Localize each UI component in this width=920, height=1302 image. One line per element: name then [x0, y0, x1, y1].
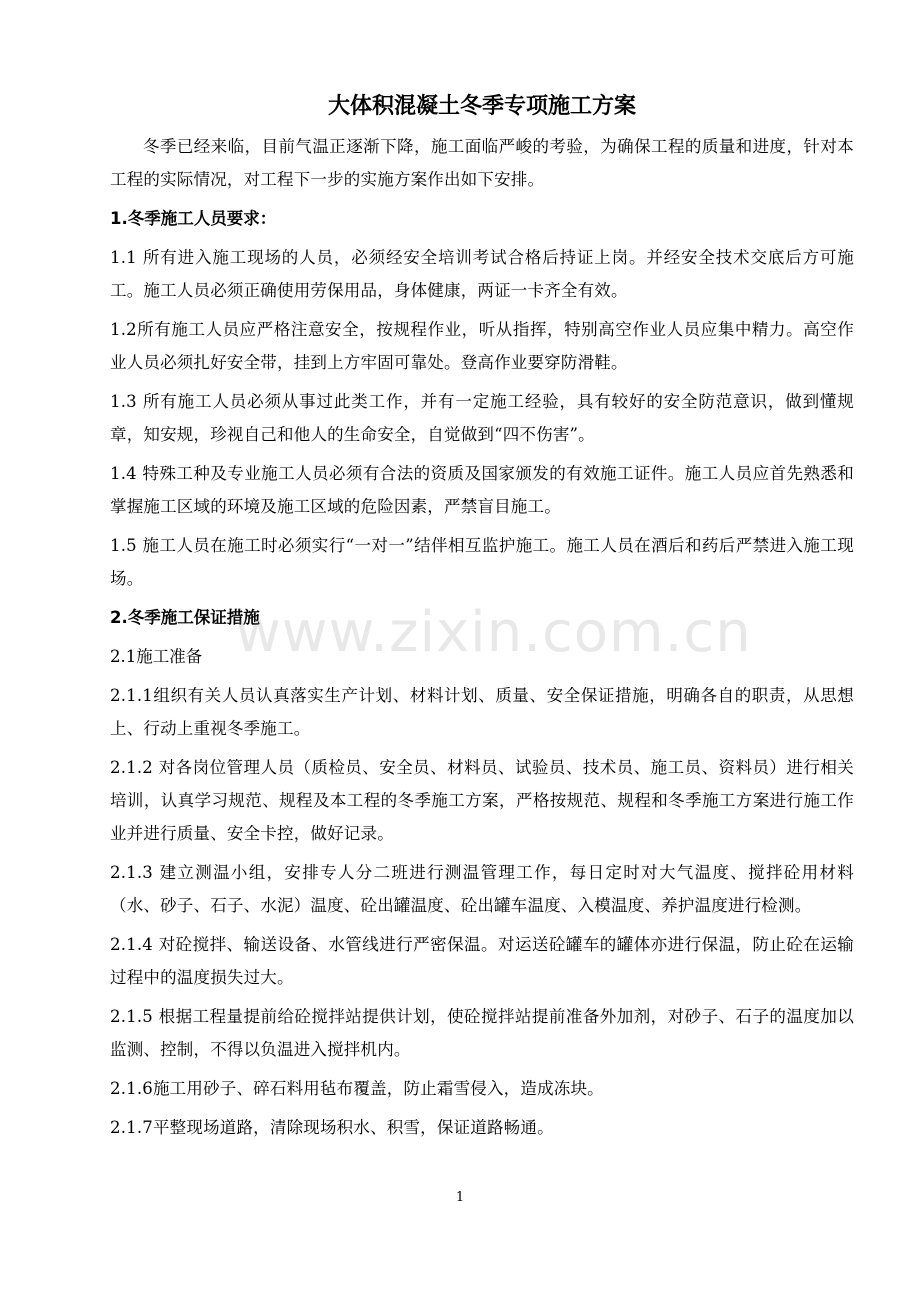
section-2-1-subheading: 2.1施工准备: [110, 647, 203, 666]
document-title: 大体积混凝土冬季专项施工方案: [327, 94, 636, 119]
intro-paragraph: 冬季已经来临，目前气温正逐渐下降，施工面临严峻的考验，为确保工程的质量和进度，针对本工程的实际情况，对工程下一步的实施方案作出如下安排。: [110, 137, 854, 189]
section-2-item-6: 2.1.6施工用砂子、碎石料用毡布覆盖，防止霜雪侵入，造成冻块。: [110, 1079, 604, 1098]
section-1-item-3: 1.3 所有施工人员必须从事过此类工作，并有一定施工经验，具有较好的安全防范意识，做到懂规章，知安规，珍视自己和他人的生命安全，自觉做到“四不伤害”。: [110, 392, 854, 444]
section-2-item-3: 2.1.3 建立测温小组，安排专人分二班进行测温管理工作，每日定时对大气温度、搅拌砼用材料（水、砂子、石子、水泥）温度、砼出罐温度、砼出罐车温度、入模温度、养护温度进行检测。: [110, 863, 854, 915]
section-2-item-7: 2.1.7平整现场道路，清除现场积水、积雪，保证道路畅通。: [110, 1118, 554, 1137]
document-page: [110, 80, 854, 1150]
section-2-item-2: 2.1.2 对各岗位管理人员（质检员、安全员、材料员、试验员、技术员、施工员、资料员）进行相关培训，认真学习规范、规程及本工程的冬季施工方案，严格按规范、规程和冬季施工方案进行施工作业并进行质量、安全卡控，做好记录。: [110, 758, 854, 843]
section-1-item-2: 1.2所有施工人员应严格注意安全，按规程作业，听从指挥，特别高空作业人员应集中精力。高空作业人员必须扎好安全带，挂到上方牢固可靠处。登高作业要穿防滑鞋。: [110, 320, 854, 372]
section-1-item-4: 1.4 特殊工种及专业施工人员必须有合法的资质及国家颁发的有效施工证件。施工人员应首先熟悉和掌握施工区域的环境及施工区域的危险因素，严禁盲目施工。: [110, 464, 854, 516]
watermark: www.zixin.com.cn: [235, 600, 752, 665]
section-2-item-5: 2.1.5 根据工程量提前给砼搅拌站提供计划，使砼搅拌站提前准备外加剂，对砂子、石子的温度加以监测、控制，不得以负温进入搅拌机内。: [110, 1007, 854, 1059]
section-2-item-1: 2.1.1组织有关人员认真落实生产计划、材料计划、质量、安全保证措施，明确各自的职责，从思想上、行动上重视冬季施工。: [110, 686, 854, 738]
section-2-item-4: 2.1.4 对砼搅拌、输送设备、水管线进行严密保温。对运送砼罐车的罐体亦进行保温，防止砼在运输过程中的温度损失过大。: [110, 935, 854, 987]
page-number: 1: [455, 1190, 465, 1205]
section-1-heading: 1.冬季施工人员要求：: [110, 209, 277, 228]
section-1-item-1: 1.1 所有进入施工现场的人员，必须经安全培训考试合格后持证上岗。并经安全技术交底后方可施工。施工人员必须正确使用劳保用品，身体健康，两证一卡齐全有效。: [110, 248, 854, 300]
section-2-heading: 2.冬季施工保证措施: [110, 608, 260, 627]
section-1-item-5: 1.5 施工人员在施工时必须实行“一对一”结伴相互监护施工。施工人员在酒后和药后严禁进入施工现场。: [110, 536, 854, 588]
